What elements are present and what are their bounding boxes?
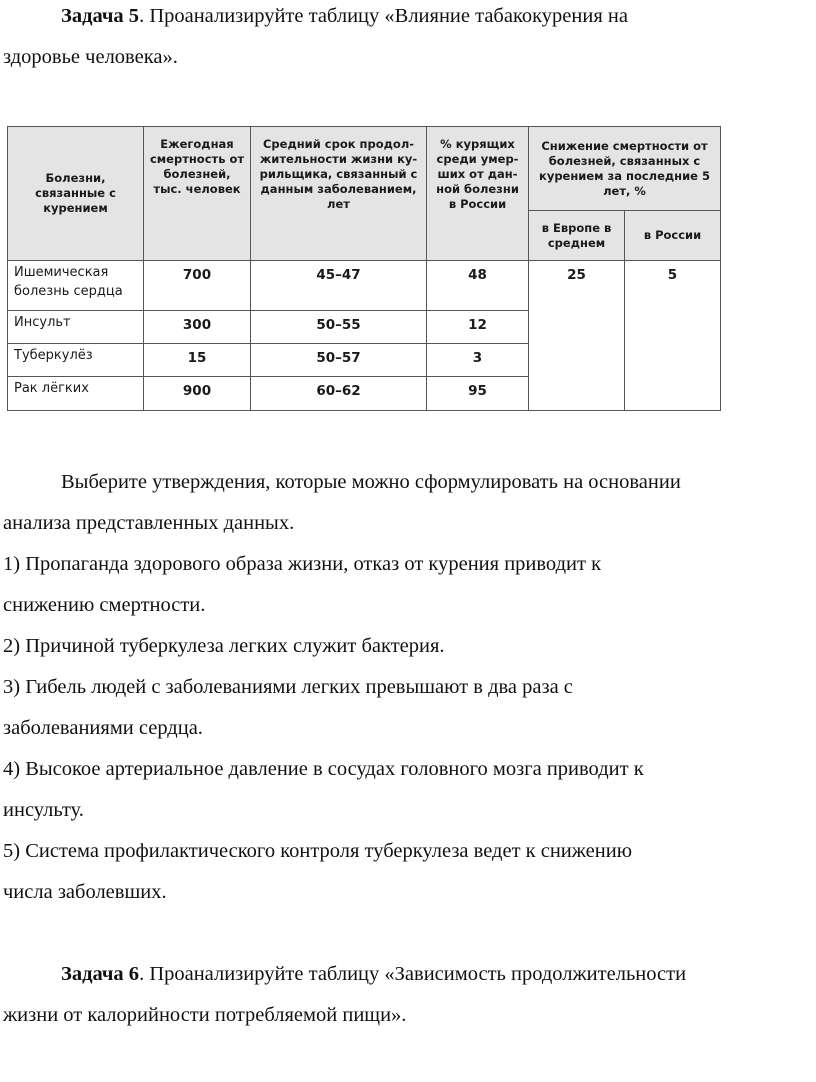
row-smokers-pct: 48 <box>427 261 529 311</box>
task6-label: Задача 6 <box>61 963 140 985</box>
task5-text: . Проанализируйте таблицу «Влияние табакокурения на <box>139 5 628 27</box>
option-5-line1: 5) Система профилактического контроля туберкулеза ведет к снижению <box>3 840 633 862</box>
task5-line2: здоровье человека». <box>3 46 178 68</box>
smoking-health-table <box>7 126 721 411</box>
row-deaths: 15 <box>144 344 251 377</box>
option-1-line2: снижению смертности. <box>3 594 206 616</box>
option-4-line2: инсульту. <box>3 799 84 821</box>
drop-europe: 25 <box>529 261 625 411</box>
header-deaths: Ежегодная смертность от болезней, тыс. человек <box>144 127 251 261</box>
row-disease: Инсульт <box>8 311 144 344</box>
row-smokers-pct: 95 <box>427 377 529 411</box>
option-3-line1: 3) Гибель людей с заболеваниями легких превышают в два раза с <box>3 676 573 698</box>
header-lifespan: Средний срок продол-жительности жизни ку-рильщика, связанный с данным заболеванием, лет <box>251 127 427 261</box>
table-row <box>8 261 721 311</box>
row-disease: Ишемическая болезнь сердца <box>8 261 144 311</box>
option-1-line1: 1) Пропаганда здорового образа жизни, отказ от курения приводит к <box>3 553 602 575</box>
question-intro-line1: Выберите утверждения, которые можно сформулировать на основании <box>61 471 681 493</box>
task6-line2: жизни от калорийности потребляемой пищи». <box>3 1004 407 1026</box>
row-lifespan: 50–55 <box>251 311 427 344</box>
option-3-line2: заболеваниями сердца. <box>3 717 203 739</box>
header-russia: в России <box>625 211 721 261</box>
row-disease: Туберкулёз <box>8 344 144 377</box>
task6-line1 <box>3 953 816 995</box>
header-smokers-pct: % курящих среди умер-ших от дан-ной болезни в России <box>427 127 529 261</box>
row-disease: Рак лёгких <box>8 377 144 411</box>
row-deaths: 900 <box>144 377 251 411</box>
row-smokers-pct: 3 <box>427 344 529 377</box>
row-smokers-pct: 12 <box>427 311 529 344</box>
header-europe: в Европе в среднем <box>529 211 625 261</box>
row-lifespan: 60–62 <box>251 377 427 411</box>
row-deaths: 700 <box>144 261 251 311</box>
drop-russia: 5 <box>625 261 721 411</box>
row-lifespan: 45–47 <box>251 261 427 311</box>
option-5-line2: числа заболевших. <box>3 881 167 903</box>
header-disease: Болезни, связанные с курением <box>8 127 144 261</box>
task5-label: Задача 5 <box>61 5 140 27</box>
row-deaths: 300 <box>144 311 251 344</box>
option-2: 2) Причиной туберкулеза легких служит бактерия. <box>3 635 445 657</box>
row-lifespan: 50–57 <box>251 344 427 377</box>
task6-text: . Проанализируйте таблицу «Зависимость продолжительности <box>139 963 687 985</box>
question-intro-line2: анализа представленных данных. <box>3 512 295 534</box>
header-mortality-drop: Снижение смертности от болезней, связанных с курением за последние 5 лет, % <box>529 127 721 211</box>
task5-line1 <box>3 0 816 37</box>
option-4-line1: 4) Высокое артериальное давление в сосудах головного мозга приводит к <box>3 758 644 780</box>
